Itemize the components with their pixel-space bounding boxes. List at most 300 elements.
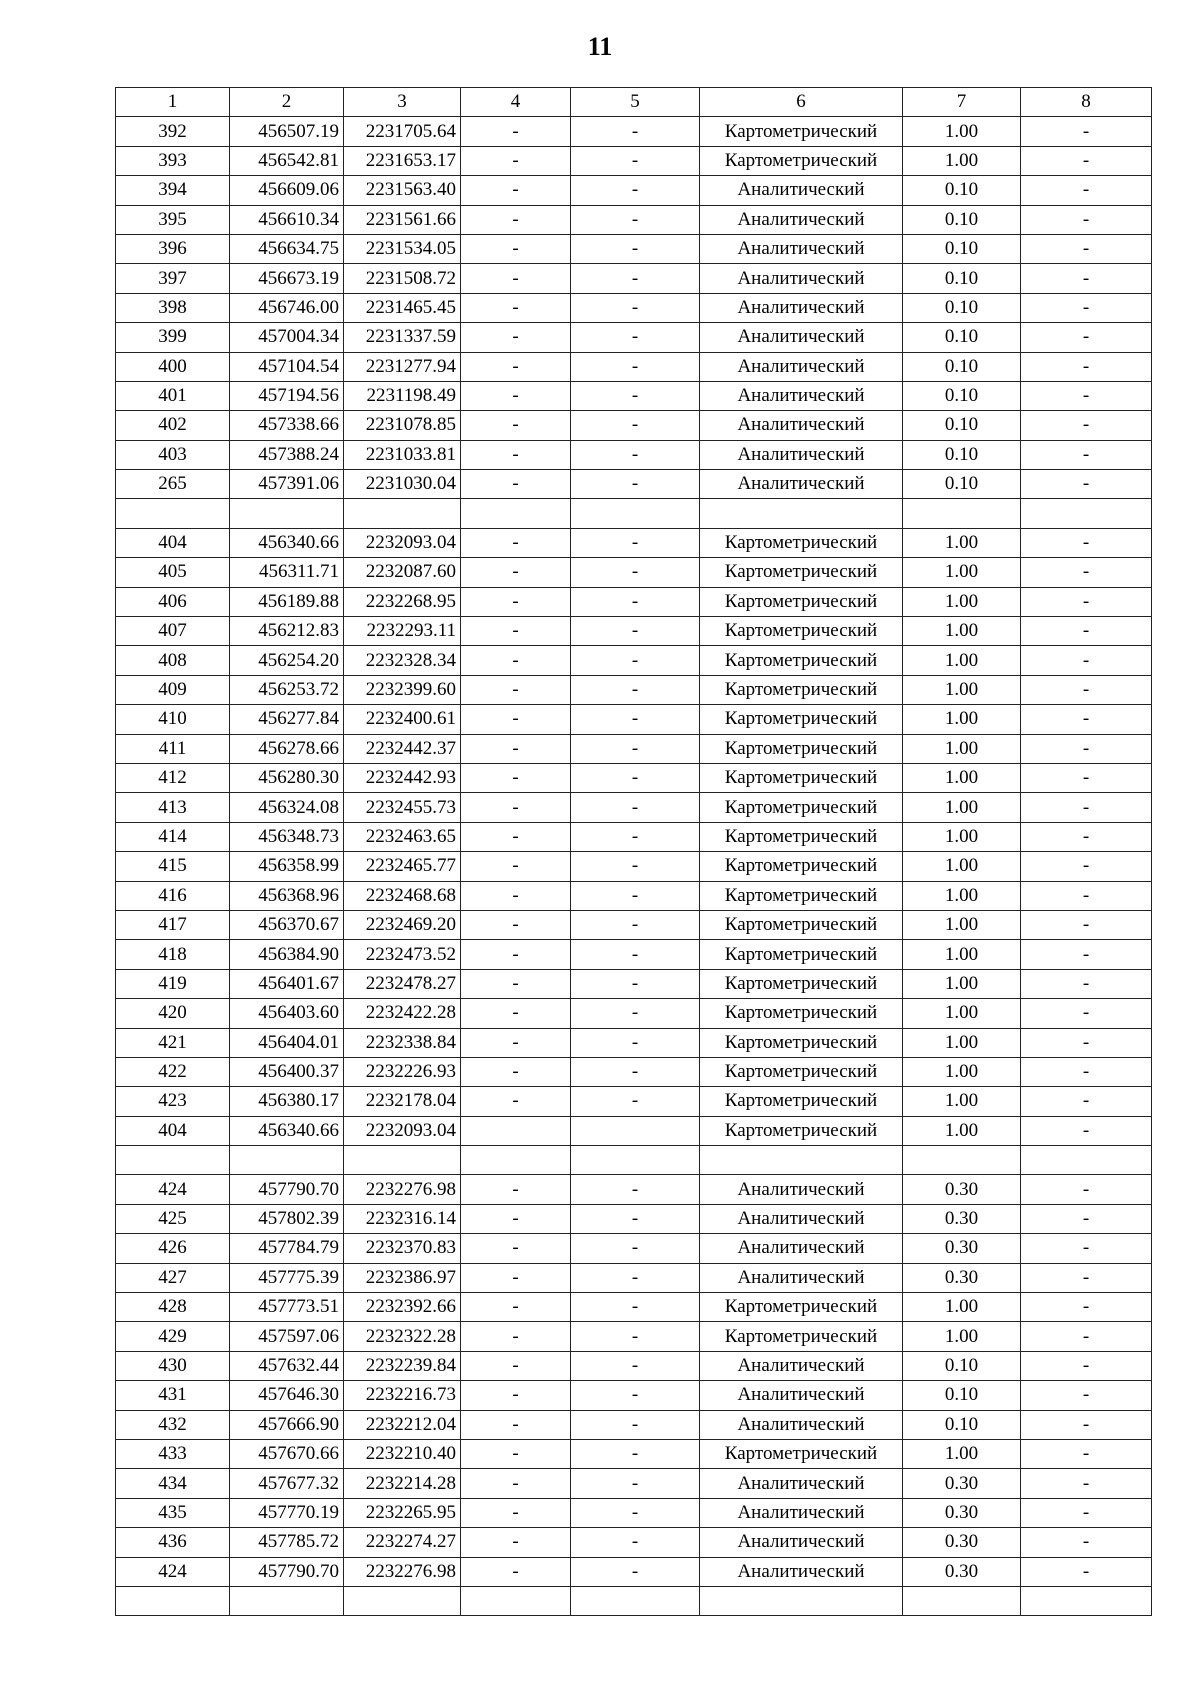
table-cell: -: [1021, 999, 1152, 1028]
table-cell: 0.30: [903, 1469, 1021, 1498]
table-cell: 1.00: [903, 1116, 1021, 1145]
table-cell: 2232392.66: [344, 1293, 461, 1322]
table-cell: Аналитический: [700, 1557, 903, 1586]
table-cell: 456403.60: [230, 999, 344, 1028]
table-cell: -: [571, 999, 700, 1028]
table-cell: Картометрический: [700, 587, 903, 616]
table-cell: -: [571, 1439, 700, 1468]
table-cell: 457004.34: [230, 323, 344, 352]
table-cell: 411: [116, 734, 230, 763]
table-header-row: [116, 88, 1152, 117]
table-cell: -: [1021, 1439, 1152, 1468]
table-cell: Аналитический: [700, 1175, 903, 1204]
table-row: [116, 1204, 1152, 1233]
table-row: [116, 822, 1152, 851]
table-row: [116, 617, 1152, 646]
table-cell: [116, 1586, 230, 1615]
table-cell: 1.00: [903, 910, 1021, 939]
table-row: [116, 1175, 1152, 1204]
table-cell: [903, 1146, 1021, 1175]
table-cell: 0.10: [903, 176, 1021, 205]
table-row: [116, 1586, 1152, 1615]
table-cell: -: [571, 1057, 700, 1086]
table-cell: 413: [116, 793, 230, 822]
table-cell: -: [571, 1351, 700, 1380]
table-cell: 456324.08: [230, 793, 344, 822]
table-cell: -: [571, 617, 700, 646]
table-cell: 1.00: [903, 940, 1021, 969]
table-cell: 457773.51: [230, 1293, 344, 1322]
table-cell: [571, 1586, 700, 1615]
table-cell: 457790.70: [230, 1557, 344, 1586]
table-cell: Картометрический: [700, 999, 903, 1028]
table-row: [116, 1322, 1152, 1351]
table-cell: -: [461, 1087, 571, 1116]
table-cell: 457632.44: [230, 1351, 344, 1380]
table-cell: Аналитический: [700, 1381, 903, 1410]
table-row: [116, 793, 1152, 822]
table-cell: 435: [116, 1498, 230, 1527]
table-cell: 2232276.98: [344, 1175, 461, 1204]
table-cell: 456278.66: [230, 734, 344, 763]
table-cell: Аналитический: [700, 1351, 903, 1380]
table-cell: 397: [116, 264, 230, 293]
page-number: 11: [587, 32, 613, 61]
table-cell: 456609.06: [230, 176, 344, 205]
table-cell: -: [1021, 617, 1152, 646]
table-cell: -: [1021, 352, 1152, 381]
table-cell: -: [571, 1557, 700, 1586]
table-cell: Аналитический: [700, 352, 903, 381]
table-cell: 457802.39: [230, 1204, 344, 1233]
table-cell: [461, 1116, 571, 1145]
table-cell: 425: [116, 1204, 230, 1233]
table-cell: 2231534.05: [344, 234, 461, 263]
table-cell: Картометрический: [700, 793, 903, 822]
table-cell: -: [571, 881, 700, 910]
table-cell: 457670.66: [230, 1439, 344, 1468]
table-cell: -: [571, 763, 700, 792]
table-cell: 456634.75: [230, 234, 344, 263]
table-cell: 430: [116, 1351, 230, 1380]
table-cell: 2232093.04: [344, 528, 461, 557]
table-cell: -: [571, 528, 700, 557]
table-cell: 456610.34: [230, 205, 344, 234]
table-cell: 1.00: [903, 146, 1021, 175]
table-row: [116, 1293, 1152, 1322]
table-cell: Аналитический: [700, 1234, 903, 1263]
table-cell: 1.00: [903, 1439, 1021, 1468]
table-row: [116, 1381, 1152, 1410]
table-cell: 456368.96: [230, 881, 344, 910]
table-cell: -: [571, 1087, 700, 1116]
table-row: [116, 734, 1152, 763]
table-cell: -: [461, 763, 571, 792]
table-cell: -: [1021, 852, 1152, 881]
table-cell: Картометрический: [700, 910, 903, 939]
table-row: [116, 1439, 1152, 1468]
table-row: [116, 1557, 1152, 1586]
table-row: [116, 1410, 1152, 1439]
table-cell: -: [571, 558, 700, 587]
table-cell: Картометрический: [700, 1057, 903, 1086]
table-cell: 404: [116, 528, 230, 557]
table-cell: -: [461, 646, 571, 675]
table-row: [116, 558, 1152, 587]
table-cell: -: [1021, 646, 1152, 675]
table-cell: 434: [116, 1469, 230, 1498]
table-cell: 2232276.98: [344, 1557, 461, 1586]
table-cell: 0.10: [903, 205, 1021, 234]
table-row: [116, 117, 1152, 146]
table-cell: 2232370.83: [344, 1234, 461, 1263]
table-cell: Аналитический: [700, 176, 903, 205]
table-row: [116, 411, 1152, 440]
table-cell: [700, 1586, 903, 1615]
table-cell: [903, 499, 1021, 528]
table-cell: -: [571, 1498, 700, 1527]
table-cell: Картометрический: [700, 528, 903, 557]
table-cell: 2232442.93: [344, 763, 461, 792]
table-cell: -: [571, 176, 700, 205]
table-row: [116, 176, 1152, 205]
table-cell: 0.10: [903, 470, 1021, 499]
table-cell: -: [1021, 117, 1152, 146]
table-cell: -: [461, 910, 571, 939]
column-header: 3: [344, 88, 461, 117]
table-cell: -: [1021, 1263, 1152, 1292]
table-cell: 406: [116, 587, 230, 616]
table-cell: -: [571, 352, 700, 381]
table-cell: 2232226.93: [344, 1057, 461, 1086]
table-cell: -: [461, 381, 571, 410]
table-cell: 0.10: [903, 323, 1021, 352]
table-cell: 2232442.37: [344, 734, 461, 763]
table-cell: 2232216.73: [344, 1381, 461, 1410]
table-cell: 2232239.84: [344, 1351, 461, 1380]
table-cell: 1.00: [903, 881, 1021, 910]
table-cell: -: [1021, 793, 1152, 822]
table-cell: 457597.06: [230, 1322, 344, 1351]
column-header: 6: [700, 88, 903, 117]
table-cell: 456212.83: [230, 617, 344, 646]
table-cell: 2232338.84: [344, 1028, 461, 1057]
table-cell: 2231561.66: [344, 205, 461, 234]
table-cell: 393: [116, 146, 230, 175]
column-header: 2: [230, 88, 344, 117]
table-cell: 456542.81: [230, 146, 344, 175]
table-cell: -: [461, 1057, 571, 1086]
table-row: [116, 1498, 1152, 1527]
table-cell: 2232465.77: [344, 852, 461, 881]
table-cell: 2232214.28: [344, 1469, 461, 1498]
table-cell: -: [461, 1469, 571, 1498]
table-row: [116, 470, 1152, 499]
table-cell: -: [461, 1204, 571, 1233]
table-row: [116, 1234, 1152, 1263]
table-cell: Картометрический: [700, 881, 903, 910]
table-cell: 402: [116, 411, 230, 440]
table-cell: 2232178.04: [344, 1087, 461, 1116]
table-cell: 2232468.68: [344, 881, 461, 910]
table-cell: 2232322.28: [344, 1322, 461, 1351]
table-cell: Аналитический: [700, 293, 903, 322]
table-cell: 426: [116, 1234, 230, 1263]
table-cell: [903, 1586, 1021, 1615]
table-cell: [571, 499, 700, 528]
table-cell: 2232463.65: [344, 822, 461, 851]
table-row: [116, 205, 1152, 234]
table-cell: -: [1021, 470, 1152, 499]
table-cell: [1021, 1586, 1152, 1615]
table-cell: [116, 499, 230, 528]
table-cell: Картометрический: [700, 675, 903, 704]
table-cell: 2231465.45: [344, 293, 461, 322]
table-cell: 392: [116, 117, 230, 146]
table-cell: 1.00: [903, 117, 1021, 146]
table-cell: -: [1021, 969, 1152, 998]
table-cell: -: [571, 1028, 700, 1057]
table-row: [116, 675, 1152, 704]
table-cell: Картометрический: [700, 146, 903, 175]
table-cell: -: [1021, 1293, 1152, 1322]
table-cell: -: [461, 264, 571, 293]
table-cell: 457338.66: [230, 411, 344, 440]
table-cell: 457775.39: [230, 1263, 344, 1292]
table-cell: -: [571, 1263, 700, 1292]
table-cell: 1.00: [903, 528, 1021, 557]
table-cell: 2232328.34: [344, 646, 461, 675]
table-cell: -: [571, 1381, 700, 1410]
table-cell: -: [1021, 1410, 1152, 1439]
table-row: [116, 910, 1152, 939]
table-cell: Картометрический: [700, 558, 903, 587]
table-row: [116, 440, 1152, 469]
table-cell: 0.30: [903, 1498, 1021, 1527]
table-cell: 2232422.28: [344, 999, 461, 1028]
table-cell: -: [1021, 205, 1152, 234]
table-cell: 2232400.61: [344, 705, 461, 734]
table-cell: 2232316.14: [344, 1204, 461, 1233]
table-cell: [116, 1146, 230, 1175]
table-cell: 1.00: [903, 558, 1021, 587]
table-cell: 2232469.20: [344, 910, 461, 939]
table-cell: -: [461, 940, 571, 969]
table-cell: 456384.90: [230, 940, 344, 969]
table-cell: 0.30: [903, 1557, 1021, 1586]
table-cell: 1.00: [903, 1087, 1021, 1116]
table-cell: -: [1021, 558, 1152, 587]
table-cell: 457790.70: [230, 1175, 344, 1204]
table-cell: [1021, 1146, 1152, 1175]
table-cell: 403: [116, 440, 230, 469]
table-cell: 421: [116, 1028, 230, 1057]
table-cell: 457677.32: [230, 1469, 344, 1498]
column-header: 1: [116, 88, 230, 117]
table-row: [116, 1469, 1152, 1498]
table-cell: 2232093.04: [344, 1116, 461, 1145]
table-cell: -: [461, 1381, 571, 1410]
table-cell: -: [461, 852, 571, 881]
table-cell: 0.10: [903, 1410, 1021, 1439]
table-cell: Картометрический: [700, 646, 903, 675]
table-row: [116, 763, 1152, 792]
table-cell: 429: [116, 1322, 230, 1351]
table-cell: -: [571, 587, 700, 616]
table-row: [116, 881, 1152, 910]
table-cell: -: [1021, 822, 1152, 851]
table-row: [116, 852, 1152, 881]
table-cell: -: [1021, 1175, 1152, 1204]
table-cell: -: [461, 999, 571, 1028]
table-cell: 0.10: [903, 1351, 1021, 1380]
table-cell: -: [461, 969, 571, 998]
table-cell: 2231508.72: [344, 264, 461, 293]
table-cell: 0.30: [903, 1204, 1021, 1233]
table-cell: 2232210.40: [344, 1439, 461, 1468]
table-cell: 456340.66: [230, 528, 344, 557]
table-cell: 457104.54: [230, 352, 344, 381]
table-cell: 412: [116, 763, 230, 792]
table-cell: -: [571, 470, 700, 499]
table-cell: -: [1021, 1351, 1152, 1380]
table-row: [116, 1116, 1152, 1145]
table-row: [116, 352, 1152, 381]
table-cell: -: [571, 293, 700, 322]
table-cell: [230, 1586, 344, 1615]
table-cell: 399: [116, 323, 230, 352]
table-cell: Аналитический: [700, 470, 903, 499]
table-cell: 0.30: [903, 1175, 1021, 1204]
table-cell: 2232399.60: [344, 675, 461, 704]
table-cell: 456253.72: [230, 675, 344, 704]
column-header: 4: [461, 88, 571, 117]
table-cell: -: [461, 617, 571, 646]
table-cell: 414: [116, 822, 230, 851]
table-cell: Картометрический: [700, 969, 903, 998]
table-row: [116, 499, 1152, 528]
table-cell: -: [461, 1498, 571, 1527]
table-cell: [1021, 499, 1152, 528]
table-cell: -: [461, 793, 571, 822]
table-row: [116, 1263, 1152, 1292]
table-cell: 456277.84: [230, 705, 344, 734]
table-cell: Картометрический: [700, 1322, 903, 1351]
table-row: [116, 1087, 1152, 1116]
table-cell: 456358.99: [230, 852, 344, 881]
table-cell: Аналитический: [700, 1263, 903, 1292]
table-cell: 436: [116, 1528, 230, 1557]
table-cell: 0.30: [903, 1234, 1021, 1263]
table-row: [116, 264, 1152, 293]
table-cell: [461, 1586, 571, 1615]
table-row: [116, 234, 1152, 263]
table-cell: 433: [116, 1439, 230, 1468]
table-cell: -: [461, 323, 571, 352]
table-cell: [230, 499, 344, 528]
table-cell: -: [1021, 440, 1152, 469]
table-row: [116, 1351, 1152, 1380]
table-cell: -: [461, 293, 571, 322]
table-cell: 394: [116, 176, 230, 205]
table-row: [116, 646, 1152, 675]
table-cell: -: [1021, 881, 1152, 910]
table-cell: 428: [116, 1293, 230, 1322]
table-cell: [571, 1146, 700, 1175]
table-cell: 2231337.59: [344, 323, 461, 352]
table-cell: -: [461, 558, 571, 587]
table-cell: -: [461, 1351, 571, 1380]
table-cell: 456280.30: [230, 763, 344, 792]
table-cell: 456370.67: [230, 910, 344, 939]
table-cell: -: [1021, 1381, 1152, 1410]
table-cell: -: [1021, 323, 1152, 352]
table-cell: Аналитический: [700, 1469, 903, 1498]
table-cell: -: [1021, 176, 1152, 205]
table-cell: -: [1021, 146, 1152, 175]
table-cell: Картометрический: [700, 1028, 903, 1057]
table-cell: [230, 1146, 344, 1175]
table-cell: 431: [116, 1381, 230, 1410]
table-cell: -: [571, 1204, 700, 1233]
table-cell: 1.00: [903, 675, 1021, 704]
table-cell: 2231030.04: [344, 470, 461, 499]
table-row: [116, 146, 1152, 175]
table-cell: 401: [116, 381, 230, 410]
table-cell: 1.00: [903, 793, 1021, 822]
table-cell: 1.00: [903, 705, 1021, 734]
table-cell: -: [571, 1293, 700, 1322]
table-cell: 418: [116, 940, 230, 969]
table-row: [116, 528, 1152, 557]
table-cell: 1.00: [903, 852, 1021, 881]
table-cell: -: [571, 1175, 700, 1204]
table-cell: 415: [116, 852, 230, 881]
table-cell: Аналитический: [700, 1410, 903, 1439]
table-cell: 424: [116, 1175, 230, 1204]
table-cell: 2231563.40: [344, 176, 461, 205]
table-cell: 1.00: [903, 617, 1021, 646]
coordinates-table: [115, 87, 1152, 1616]
table-cell: 1.00: [903, 734, 1021, 763]
table-cell: [344, 1586, 461, 1615]
table-cell: 1.00: [903, 587, 1021, 616]
table-cell: Аналитический: [700, 1528, 903, 1557]
table-cell: [344, 499, 461, 528]
table-cell: -: [461, 176, 571, 205]
table-cell: [571, 1116, 700, 1145]
table-cell: Картометрический: [700, 763, 903, 792]
table-cell: 0.10: [903, 352, 1021, 381]
table-cell: 2232087.60: [344, 558, 461, 587]
table-cell: Картометрический: [700, 1116, 903, 1145]
table-cell: -: [1021, 1469, 1152, 1498]
table-cell: 456404.01: [230, 1028, 344, 1057]
table-cell: Картометрический: [700, 1439, 903, 1468]
table-cell: -: [1021, 1116, 1152, 1145]
table-cell: -: [1021, 1557, 1152, 1586]
table-cell: 456189.88: [230, 587, 344, 616]
table-cell: 0.10: [903, 234, 1021, 263]
table-cell: 456400.37: [230, 1057, 344, 1086]
table-row: [116, 293, 1152, 322]
table-cell: -: [461, 1410, 571, 1439]
table-cell: -: [1021, 675, 1152, 704]
column-header: 5: [571, 88, 700, 117]
table-cell: 0.10: [903, 293, 1021, 322]
table-cell: 1.00: [903, 1322, 1021, 1351]
table-cell: -: [571, 1528, 700, 1557]
